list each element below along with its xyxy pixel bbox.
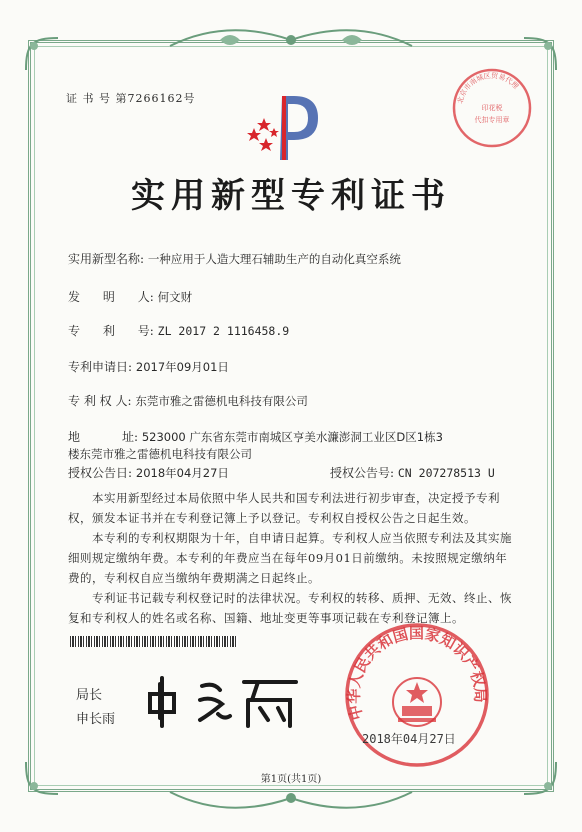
grant-number-label: 授权公告号:	[330, 466, 395, 480]
grant-date-value: 2018年04月27日	[135, 466, 229, 480]
svg-text:中华人民共和国国家知识产权局: 中华人民共和国国家知识产权局	[344, 624, 490, 722]
grant-date-label: 授权公告日:	[68, 466, 133, 480]
address-row	[68, 428, 443, 445]
grant-date-row	[68, 464, 229, 481]
inventor-value: 何文财	[157, 290, 193, 304]
utility-model-name-row	[68, 250, 401, 267]
top-floral-ornament-icon	[160, 24, 422, 54]
patent-number-value: ZL 2017 2 1116458.9	[157, 324, 290, 338]
filing-date-label: 专利申请日:	[68, 360, 133, 374]
filing-date-value: 2017年09月01日	[135, 360, 229, 374]
handwritten-signature-icon	[140, 670, 310, 730]
inventor-label: 发 明 人:	[68, 290, 154, 304]
cnipa-logo-icon	[240, 88, 330, 168]
patentee-label: 专 利 权 人:	[68, 394, 132, 408]
address-label: 地 址:	[68, 430, 139, 444]
grant-number-row	[330, 464, 495, 481]
director-title: 局长	[76, 688, 103, 703]
utility-model-name-value: 一种应用于人造大理石辅助生产的自动化真空系统	[147, 252, 401, 266]
decision-paragraph: 本实用新型经过本局依照中华人民共和国专利法进行初步审查，决定授予专利权，颁发本证书并在专利登记簿上予以登记。专利权自授权公告之日起生效。	[68, 491, 500, 525]
term-paragraph: 本专利的专利权期限为十年，自申请日起算。专利权人应当依照专利法及其实施细则规定缴纳年费。本专利的年费应当在每年09月01日前缴纳。未按照规定缴纳年费的，专利权自应当缴纳年费期满之日起终止。	[68, 531, 512, 585]
patent-number-row	[68, 322, 289, 339]
certificate-title: 实用新型专利证书	[131, 176, 451, 216]
address-value-line1: 523000 广东省东莞市南城区亨美水濂澎洞工业区D区1栋3	[141, 430, 443, 444]
svg-text:北京市南城区贸易代理: 北京市南城区贸易代理	[456, 71, 520, 105]
svg-text:代扣专用章: 代扣专用章	[474, 116, 510, 124]
legal-status-paragraph: 专利证书记载专利权登记时的法律状况。专利权的转移、质押、无效、终止、恢复和专利权人的姓名或名称、国籍、地址变更等事项记载在专利登记簿上。	[68, 591, 512, 625]
certificate-number: 证 书 号 第7266162号	[66, 92, 196, 105]
director-name: 申长雨	[76, 712, 116, 727]
national-ip-office-seal	[342, 620, 492, 770]
bottom-floral-ornament-icon	[160, 784, 422, 814]
patent-number-label: 专 利 号:	[68, 324, 154, 338]
filing-date-row	[68, 358, 229, 375]
utility-model-name-label: 实用新型名称:	[68, 252, 145, 266]
patentee-value: 东莞市雅之雷德机电科技有限公司	[135, 394, 308, 408]
patentee-row	[68, 392, 308, 409]
inventor-row	[68, 288, 192, 305]
tax-seal-stamp	[450, 66, 534, 150]
page-footer: 第1页(共1页)	[260, 774, 322, 785]
svg-text:印花税: 印花税	[481, 104, 503, 112]
corner-ornament-icon	[22, 34, 62, 74]
grant-number-value: CN 207278513 U	[397, 466, 495, 480]
barcode	[70, 636, 238, 647]
stamp-date: 2018年04月27日	[362, 732, 456, 746]
address-value-line2: 楼东莞市雅之雷德机电科技有限公司	[68, 447, 252, 461]
address-row-continued	[68, 446, 252, 462]
